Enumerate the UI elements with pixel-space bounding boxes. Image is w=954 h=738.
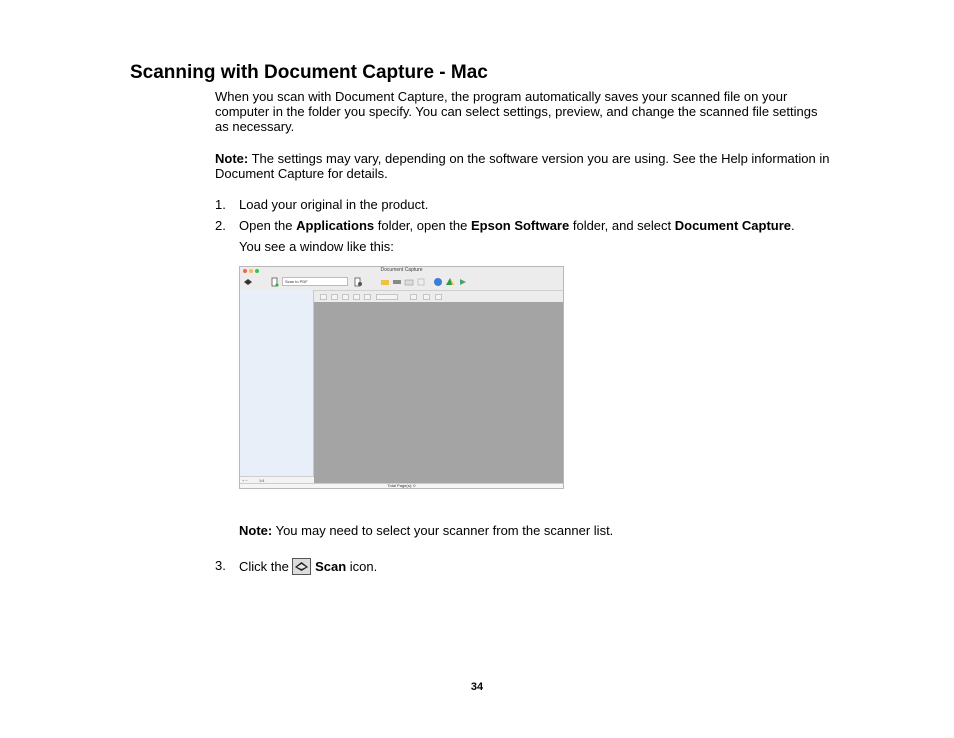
intro-paragraph: When you scan with Document Capture, the program automatically saves your scanned file on your computer in the folder you specify. You can select settings, preview, and change the scanned file settings as necessary. xyxy=(215,89,818,134)
step-text: Load your original in the product. xyxy=(239,197,429,212)
email-icon xyxy=(404,277,414,287)
job-settings-icon xyxy=(353,277,363,287)
add-remove-icon: + − xyxy=(242,478,248,483)
ftp-icon xyxy=(416,277,426,287)
delete-icon xyxy=(410,294,417,300)
document-capture-label: Document Capture xyxy=(674,218,792,233)
scan-icon xyxy=(243,277,253,287)
job-select: Scan to PDF xyxy=(282,277,348,286)
epson-software-folder-label: Epson Software xyxy=(470,218,570,233)
web-icon xyxy=(433,277,443,287)
step-text-part: . xyxy=(791,218,795,233)
merge-icon xyxy=(435,294,442,300)
page-number: 34 xyxy=(470,681,484,693)
step-number: 2. xyxy=(215,218,226,233)
zoom-level: 1/4 xyxy=(258,478,265,483)
step-text-part: Open the xyxy=(239,218,297,233)
applications-folder-label: Applications xyxy=(296,218,375,233)
document-icon xyxy=(270,277,280,287)
window-toolbar xyxy=(240,274,563,290)
window-titlebar xyxy=(240,267,563,274)
step-text xyxy=(239,558,377,575)
rotate-left-icon xyxy=(342,294,349,300)
folder-icon xyxy=(380,277,390,287)
step-text-part: icon. xyxy=(346,559,378,574)
step-text-part: folder, open the xyxy=(374,218,471,233)
window-caption: You see a window like this: xyxy=(239,239,394,254)
scan-icon xyxy=(292,558,311,575)
step-text-part: folder, and select xyxy=(569,218,675,233)
preview-area xyxy=(314,302,563,484)
step-number: 1. xyxy=(215,197,226,212)
zoom-select xyxy=(376,294,398,300)
window-title: Document Capture xyxy=(380,267,423,273)
page-list-pane xyxy=(240,290,314,476)
note-settings xyxy=(215,151,830,181)
scan-label: Scan xyxy=(315,559,347,574)
step-number: 3. xyxy=(215,558,226,573)
status-text: Total Page(s): 0 xyxy=(387,483,416,488)
page-title: Scanning with Document Capture - Mac xyxy=(130,62,488,83)
split-icon xyxy=(423,294,430,300)
crop-icon xyxy=(364,294,371,300)
note-label: Note: xyxy=(239,523,273,538)
note-text: You may need to select your scanner from the scanner list. xyxy=(272,523,614,538)
print-icon xyxy=(392,277,402,287)
evernote-icon xyxy=(458,277,468,287)
zoom-out-icon xyxy=(331,294,338,300)
rotate-right-icon xyxy=(353,294,360,300)
status-bar xyxy=(240,483,563,488)
drive-icon xyxy=(445,277,455,287)
zoom-in-icon xyxy=(320,294,327,300)
note-label: Note: xyxy=(215,151,249,166)
document-capture-screenshot xyxy=(239,266,564,489)
note-text: The settings may vary, depending on the software version you are using. See the Help information in Document Capture for details. xyxy=(215,151,830,181)
step-text-part: Click the xyxy=(239,559,293,574)
note-scanner-list xyxy=(239,523,613,538)
step-text xyxy=(239,218,795,233)
